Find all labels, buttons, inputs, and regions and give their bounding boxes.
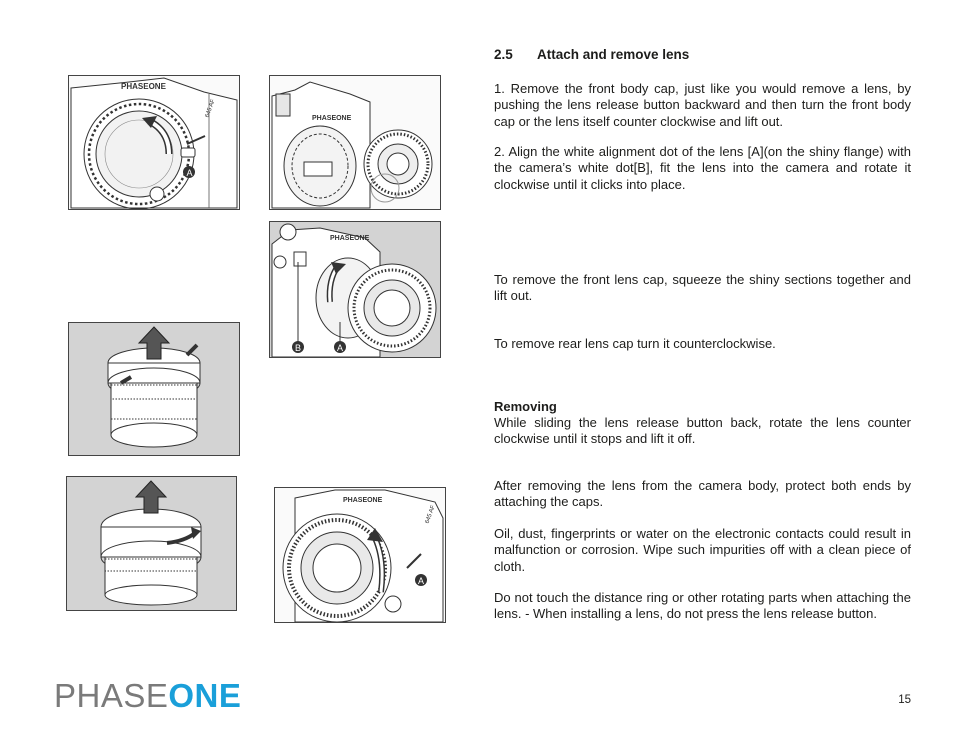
marker-b-label: B: [295, 343, 302, 353]
front-cap-paragraph: To remove the front lens cap, squeeze the shiny sections together and lift out.: [494, 272, 911, 304]
section-heading: [494, 47, 689, 62]
marker-a-label: A: [186, 168, 193, 178]
figure-body-cap: [68, 75, 240, 210]
logo-bold-part: ONE: [168, 677, 242, 714]
figure-open-mount: [269, 75, 441, 210]
protect-caps-paragraph: After removing the lens from the camera body, protect both ends by attaching the caps.: [494, 478, 911, 510]
camera-brand-label: PHASEONE: [330, 235, 370, 242]
camera-model-label: 645 AF: [204, 98, 217, 119]
removing-heading: Removing: [494, 399, 557, 414]
logo-light-part: PHASE: [54, 677, 169, 714]
page-number: 15: [898, 694, 911, 706]
marker-a-label: A: [337, 343, 344, 353]
figure-rear-cap: [66, 476, 237, 611]
section-number: 2.5: [494, 47, 513, 62]
removing-paragraph: While sliding the lens release button back, rotate the lens counter clockwise until it stops and lift it off.: [494, 415, 911, 447]
step-1-paragraph: 1. Remove the front body cap, just like you would remove a lens, by pushing the lens release button backward and then turn the front body cap or the lens itself counter clockwise and lift out.: [494, 81, 911, 129]
distance-ring-paragraph: Do not touch the distance ring or other rotating parts when attaching the lens. - When installing a lens, do not press the lens release button.: [494, 590, 911, 622]
camera-brand-label: PHASEONE: [121, 82, 166, 91]
camera-brand-label: PHASEONE: [343, 497, 383, 504]
contacts-warning-paragraph: Oil, dust, fingerprints or water on the electronic contacts could result in malfunction or corrosion. Wipe such impurities off with a clean piece of cloth.: [494, 526, 911, 574]
figure-remove-lens: [274, 487, 446, 623]
figure-front-cap: [68, 322, 240, 456]
step-2-paragraph: 2. Align the white alignment dot of the lens [A](on the shiny flange) with the camera’s white dot[B], fit the lens into the camera and rotate it clockwise until it clicks into place.: [494, 144, 911, 192]
phase-one-logo: [54, 677, 241, 715]
figure-attach-lens: [269, 221, 441, 358]
camera-model-label: 645 AF: [424, 504, 437, 525]
rear-cap-paragraph: To remove rear lens cap turn it counterclockwise.: [494, 336, 776, 351]
camera-brand-label: PHASEONE: [312, 115, 352, 122]
marker-a-label: A: [418, 576, 425, 586]
section-title: Attach and remove lens: [537, 47, 690, 62]
